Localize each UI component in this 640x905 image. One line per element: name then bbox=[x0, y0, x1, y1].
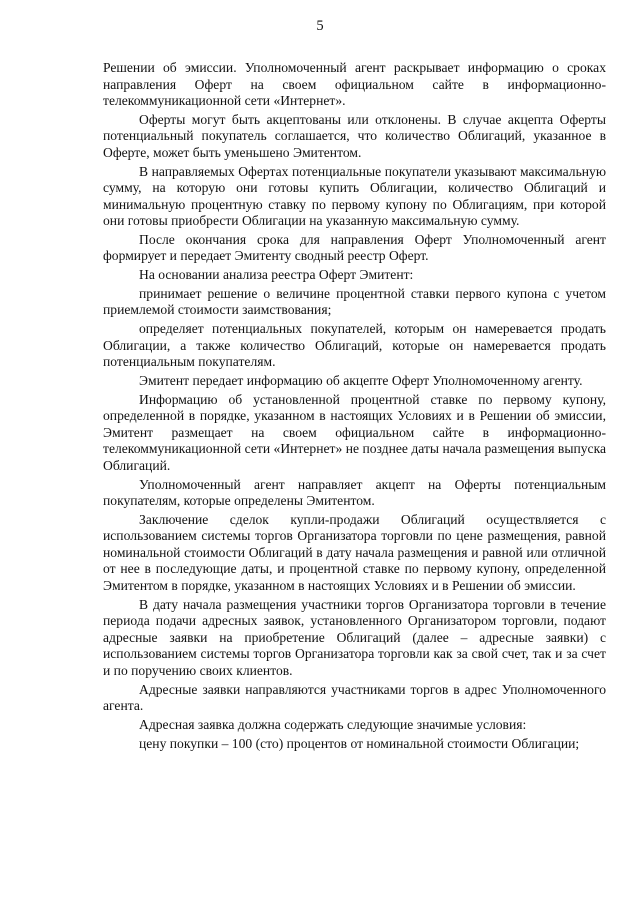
paragraph-13: Адресные заявки направляются участниками торгов в адрес Уполномоченного агента. bbox=[103, 681, 606, 714]
paragraph-5: На основании анализа реестра Оферт Эмитент: bbox=[139, 267, 414, 283]
paragraph-3: В направляемых Офертах потенциальные покупатели указывают максимальную сумму, на которую они готовы купить Облигации, количество Облигаций и минимальную процентную ставку по первому купону по Облигациям, при которой они готовы приобрести Облигации на указанную максимальную сумму. bbox=[103, 163, 606, 229]
paragraph-15: цену покупки – 100 (сто) процентов от номинальной стоимости Облигации; bbox=[139, 735, 580, 751]
page-number: 5 bbox=[316, 18, 324, 34]
paragraph-9: Информацию об установленной процентной ставке по первому купону, определенной в порядке, указанном в настоящих Условиях и в Решении об эмиссии, Эмитент размещает на своем официальном сайте в информационно-телекоммуникационной сети «Интернет» не позднее даты начала размещения выпуска Облигаций. bbox=[103, 391, 606, 473]
paragraph-8: Эмитент передает информацию об акцепте Оферт Уполномоченному агенту. bbox=[139, 373, 583, 389]
paragraph-12: В дату начала размещения участники торгов Организатора торговли в течение периода подачи адресных заявок, установленного Организатором торговли, подают адресные заявки на приобретение Облигаций (далее – адресные заявки) с использованием системы торгов Организатора торговли как за свой счет, так и за счет и по поручению своих клиентов. bbox=[103, 596, 606, 678]
paragraph-6: принимает решение о величине процентной ставки первого купона с учетом приемлемой стоимости заимствования; bbox=[103, 285, 606, 318]
paragraph-11: Заключение сделок купли-продажи Облигаций осуществляется с использованием системы торгов Организатора торговли по цене размещения, равной номинальной стоимости Облигаций в дату начала размещения и равной или отличной от нее в последующие даты, и процентной ставке по первому купону, определенной Эмитентом в порядке, указанном в настоящих Условиях и в Решении об эмиссии. bbox=[103, 511, 606, 593]
paragraph-1: Решении об эмиссии. Уполномоченный агент раскрывает информацию о сроках направления Оферт на своем официальном сайте в информационно-телекоммуникационной сети «Интернет». bbox=[103, 60, 606, 108]
paragraph-7: определяет потенциальных покупателей, которым он намеревается продать Облигации, а также количество Облигаций, которые он намеревается продать потенциальным покупателям. bbox=[103, 321, 606, 370]
document-body bbox=[103, 60, 606, 754]
paragraph-2: Оферты могут быть акцептованы или отклонены. В случае акцепта Оферты потенциальный покупатель соглашается, что количество Облигаций, указанное в Оферте, может быть уменьшено Эмитентом. bbox=[103, 111, 606, 160]
paragraph-10: Уполномоченный агент направляет акцепт на Оферты потенциальным покупателям, которые определены Эмитентом. bbox=[103, 476, 606, 509]
paragraph-14: Адресная заявка должна содержать следующие значимые условия: bbox=[139, 716, 527, 732]
paragraph-4: После окончания срока для направления Оферт Уполномоченный агент формирует и передает Эмитенту сводный реестр Оферт. bbox=[103, 231, 606, 264]
